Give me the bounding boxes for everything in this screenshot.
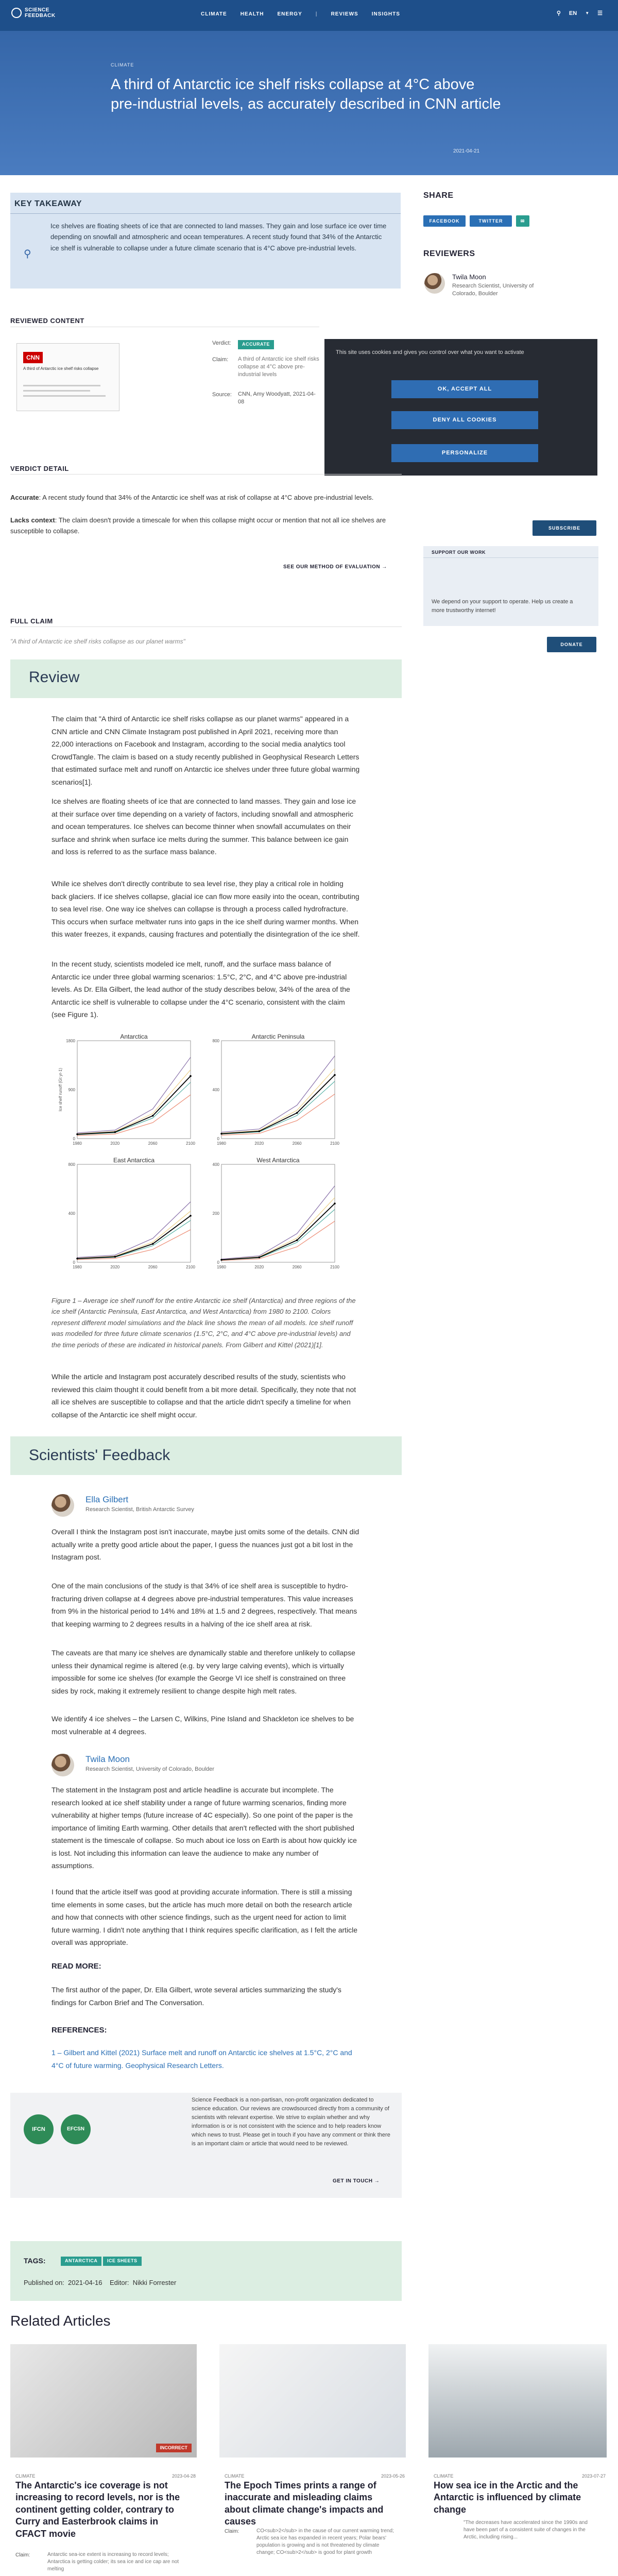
x-tick-label: 2020 [254,1265,264,1269]
support-heading: SUPPORT OUR WORK [432,550,486,555]
data-point [152,1243,154,1245]
data-point [114,1256,116,1258]
x-tick-label: 2060 [292,1265,302,1269]
x-tick-label: 1980 [217,1265,226,1269]
reviewer-role: Research Scientist, University of Colorado, Boulder [85,1766,215,1772]
arrow-right-icon: → [382,564,387,570]
main-nav [201,10,400,18]
tags-label: TAGS: [24,2257,46,2265]
related-date: 2023-05-26 [381,2473,405,2479]
chart-title: Antarctica [120,1033,148,1040]
data-point [152,1115,154,1117]
x-tick-label: 1980 [73,1265,82,1269]
nav-energy[interactable]: ENERGY [277,11,302,17]
hero-category[interactable]: CLIMATE [111,62,134,67]
chevron-down-icon: ▼ [585,11,590,16]
related-title[interactable]: How sea ice in the Arctic and the Antarctic is influenced by climate change [434,2480,581,2515]
x-tick-label: 2020 [110,1141,120,1146]
contact-link[interactable] [333,2177,380,2185]
share-heading: SHARE [423,191,454,200]
data-point [220,1259,222,1261]
language-switch[interactable]: EN [569,10,577,16]
deny-cookies-button[interactable]: DENY ALL COOKIES [391,411,538,429]
full-claim-text: "A third of Antarctic ice shelf risks collapse as our planet warms" [10,638,185,645]
y-tick-label: 0 [217,1260,219,1265]
reviewer-name[interactable]: Twila Moon [85,1754,130,1764]
y-tick-label: 200 [212,1211,219,1216]
published-info [24,2278,176,2288]
divider [10,213,401,214]
related-title[interactable]: The Antarctic's ice coverage is not increasing to record levels, nor is the continent getting colder, contrary to Curry and Easterbrook claims in CFACT movie [15,2480,180,2539]
review-paragraph: In the recent study, scientists modeled ice melt, runoff, and the surface mass balance of Antarctic ice under three global warming scenarios: 1.5°C, 2°C, and 4°C above pre-industrial levels. As Dr. Ella Gilbert, the lead author of the study describes below, 34% of the area of the Antarctic ice shelf is vulnerable to collapse under the 4°C scenario, consistent with the claim (see Figure 1). [52,960,350,1019]
runoff-figure [57,1030,355,1288]
data-point [76,1133,78,1136]
divider [423,557,598,558]
x-tick-label: 2060 [148,1141,158,1146]
x-tick-label: 2060 [292,1141,302,1146]
y-tick-label: 1800 [66,1039,75,1043]
related-date: 2023-07-27 [582,2473,606,2479]
nav-reviews[interactable]: REVIEWS [331,11,358,17]
read-more-text: The first author of the paper, Dr. Ella Gilbert, wrote several articles summarizing the study's findings for Carbon Brief and The Conversation. [52,1986,341,2007]
related-claim: CO<sub>2</sub> in the cause of our current warming trend; Arctic sea ice has expanded in recent years; Polar bears' population is growing and is not threatened by climate change; CO<sub>2</sub> is good for plant growth [256,2528,394,2555]
verdict-accurate [10,493,402,503]
data-point [259,1257,261,1259]
y-tick-label: 800 [212,1039,219,1043]
email-share-button[interactable]: ✉ [516,215,529,227]
key-takeaway-text: Ice shelves are floating sheets of ice that are connected to land masses. They gain and lose surface ice over time depending on snowfall and atmospheric and ocean temperatures. A recent study found that 34% of the Antarctic ice shelf is vulnerable to collapse under a future climate scenario that is 4°C above pre-industrial levels. [50,222,387,252]
related-image[interactable] [219,2344,406,2458]
reviewer-role: Research Scientist, British Antarctic Survey [85,1506,194,1513]
related-claim: Antarctic sea-ice extent is increasing to record levels; Antarctica is getting colder; its sea ice and ice cap are not melting [47,2552,179,2572]
x-tick-label: 1980 [73,1141,82,1146]
related-quote: "The decreases have accelerated since the 1990s and have been part of a consistent suite of changes in the Arctic, including rising... [464,2520,588,2540]
top-navigation-bar [0,0,618,31]
data-point [114,1131,116,1133]
subscribe-button[interactable]: SUBSCRIBE [533,520,596,536]
related-category: CLIMATE [15,2473,36,2479]
y-tick-label: 800 [68,1162,75,1167]
tag-ice-sheets[interactable]: ICE SHEETS [103,2257,142,2266]
data-point [76,1258,78,1260]
facebook-share-button[interactable]: FACEBOOK [423,215,466,227]
reviewers-heading: REVIEWERS [423,249,475,258]
nav-insights[interactable]: INSIGHTS [371,11,400,17]
logo-text: SCIENCE FEEDBACK [25,7,56,19]
lacks-label: Lacks context [10,516,55,524]
feedback-paragraph: We identify 4 ice shelves – the Larsen C, Wilkins, Pine Island and Shackleton ice shelves to be most vulnerable at 4 degrees. [52,1715,354,1736]
feedback-paragraph: I found that the article itself was good at providing accurate information. There is still a missing time elements in some cases, but the article has much more detail on both the research article and how that connects with other science findings, such as the urgent need for action to limit future warming. I didn't note anything that I think requires specific clarification, as I felt the article overall was appropriate. [52,1888,358,1946]
reviewer-avatar [52,1754,74,1776]
content-thumbnail[interactable] [16,343,119,411]
verdict-badge: ACCURATE [238,340,274,349]
header-tools [557,9,603,18]
review-paragraph: While ice shelves don't directly contribute to sea level rise, they play a critical role in holding back glaciers. If ice shelves collapse, glacial ice can flow more easily into the ocean, contributing to sea level rise. One way ice shelves can collapse is through a process called hydrofracture. This occurs when surface meltwater runs into gaps in the ice shelf during warmer months. When this water freezes, it expands, causing fractures and potentially the disintegration of the ice shelf. [52,879,360,938]
verdict-label: Verdict: [212,340,231,346]
data-point [334,1202,336,1205]
reviewer-avatar [424,273,445,294]
chart-frame [77,1164,191,1262]
menu-icon[interactable]: ☰ [597,10,603,16]
accept-cookies-button[interactable]: OK, ACCEPT ALL [391,380,538,398]
lacks-text: : The claim doesn't provide a timescale for when this collapse might occur or mention that not all ice shelves are susceptible to collapse. [10,516,386,535]
related-claim-label: Claim: [15,2552,30,2558]
x-tick-label: 2100 [186,1141,195,1146]
contact-link-label: GET IN TOUCH [333,2178,373,2184]
reviewer-name[interactable]: Twila Moon [452,273,486,281]
page-title: A third of Antarctic ice shelf risks collapse at 4°C above pre-industrial levels, as accurately described in CNN article [111,76,501,112]
ifcn-badge: IFCN [24,2114,54,2144]
y-tick-label: 0 [73,1137,75,1141]
data-point [220,1133,222,1135]
chart-title: Antarctic Peninsula [251,1033,305,1040]
claim-label: Claim: [212,357,229,363]
reviewer-role: Research Scientist, University of Colorado, Boulder [452,283,534,297]
feedback-paragraph: One of the main conclusions of the study is that 34% of ice shelf area is susceptible to hydro-fracturing driven collapse at 4 degrees above pre-industrial temperatures. This value increases from 9% in the historical period to 14% and 18% at 1.5 and 2 degrees, respectively. That means that keeping warming to 2 degrees results in a halving of the ice shelf area at risk. [52,1582,357,1628]
y-tick-label: 900 [68,1088,75,1092]
x-tick-label: 2100 [330,1265,339,1269]
figure-caption: Figure 1 – Average ice shelf runoff for the entire Antarctic ice shelf (Antarctica) and three regions of the ice shelf (Antarctic Peninsula, East Antarctica, and West Antarctica) from 1980 to 2100. Colors represent different model simulations and the black line shows the mean of all models. Ice shelf runoff was modelled for three future climate scenarios (1.5°C, 2°C, and 4°C above pre-industrial levels) and the time periods of these are indicated in historical panels. From Gilbert and Kittel (2021)[1]. [52,1297,356,1349]
y-tick-label: 400 [212,1162,219,1167]
review-paragraph: The claim that "A third of Antarctic ice shelf risks collapse as our planet warms" appeared in a CNN article and CNN Climate Instagram post published in April 2021, receiving more than 22,000 interactions on Facebook and Instagram, according to the social media analytics tool CrowdTangle. The claim is based on a study recently published in Geophysical Research Letters that estimated surface melt and runoff on Antarctic ice shelves under three future global warming scenarios[1]. [52,715,360,786]
nav-health[interactable]: HEALTH [240,11,264,17]
x-tick-label: 2060 [148,1265,158,1269]
data-point [296,1239,298,1241]
claim-text: A third of Antarctic ice shelf risks collapse at 4°C above pre-industrial levels [238,356,319,378]
magnifier-icon: ⚲ [24,248,31,260]
divider [10,626,402,627]
tag-antarctica[interactable]: ANTARCTICA [61,2257,101,2266]
arrow-right-icon: → [374,2178,380,2184]
x-tick-label: 2020 [110,1265,120,1269]
verdict-detail-heading: VERDICT DETAIL [10,465,69,472]
related-image[interactable] [428,2344,607,2458]
about-text: Science Feedback is a non-partisan, non-profit organization dedicated to science education. Our reviews are crowdsourced directly from a community of scientists with relevant expertise. We strive to explain whether and why information is or is not consistent with the science and to help readers know which news to trust. Please get in touch if you have any comment or think there is an important claim or article that would need to be reviewed. [192,2097,390,2147]
feedback-paragraph: Overall I think the Instagram post isn't inaccurate, maybe just omits some of the details. CNN did actually write a pretty good article about the paper, I guess the nuances just got a bit lost in the Instagram post. [52,1528,359,1561]
related-category: CLIMATE [225,2473,245,2479]
related-heading: Related Articles [10,2313,111,2329]
review-paragraph: Ice shelves are floating sheets of ice that are connected to land masses. They gain and lose ice at their surface over time depending on a variety of factors, including snowfall and atmospheric and ocean temperatures. Ice shelves can become thinner when snowfall accumulates on their surface and shrink when surface ice melts during the summer. This balance between ice gain and loss is referred to as the surface mass balance. [52,797,356,856]
thumbnail-title: A third of Antarctic ice shelf risks collapse [23,366,99,371]
related-claim-label: Claim: [225,2529,239,2534]
source-label: Source: [212,392,232,398]
donate-button[interactable]: DONATE [547,637,596,652]
read-more-heading: READ MORE: [52,1962,101,1971]
cookie-text: This site uses cookies and gives you control over what you want to activate [336,349,524,355]
support-text: We depend on your support to operate. Help us create a more trustworthy internet! [432,599,573,614]
references-heading: REFERENCES: [52,2026,107,2035]
site-logo[interactable] [11,7,56,19]
reference-item[interactable]: 1 – Gilbert and Kittel (2021) Surface melt and runoff on Antarctic ice shelves at 1.5°C, 2°C and 4°C of future warming. Geophysical Research Letters. [52,2048,352,2070]
data-point [296,1112,298,1114]
published-label: Published on: [24,2279,64,2286]
published-date: 2021-04-16 [68,2279,102,2286]
hero-banner [0,31,618,175]
nav-climate[interactable]: CLIMATE [201,11,227,17]
data-point [190,1075,192,1077]
accurate-text: : A recent study found that 34% of the Antarctic ice shelf was at risk of collapse at 4°C above pre-industrial levels. [39,494,374,501]
key-takeaway-heading: KEY TAKEAWAY [14,199,82,208]
editor-name: Nikki Forrester [132,2279,177,2286]
reviewer-name[interactable]: Ella Gilbert [85,1495,129,1504]
feedback-paragraph: The statement in the Instagram post and article headline is accurate but incomplete. The research looked at ice shelf stability under a range of future warming scenarios, finding more vulnerability at higher temps (future increase of 4C especially). So one point of the paper is the importance of limiting Earth warming. Other details that aren't reflected with the short published statement is the timescale of collapse. So much about ice loss on Earth is about how quickly ice is lost. Not including this information can leave the audience to make any number of assumptions. [52,1786,357,1870]
x-tick-label: 2020 [254,1141,264,1146]
verdict-lacks-context [10,515,402,537]
cnn-logo: CNN [23,352,43,363]
thumbnail-line [23,390,90,392]
x-tick-label: 2100 [186,1265,195,1269]
thumbnail-line [23,395,106,397]
related-category: CLIMATE [434,2473,454,2479]
accurate-label: Accurate [10,494,39,501]
feedback-heading: Scientists' Feedback [29,1447,170,1464]
review-heading: Review [29,669,80,686]
y-tick-label: 400 [68,1211,75,1216]
related-image[interactable] [10,2344,197,2458]
feedback-paragraph: The caveats are that many ice shelves are dynamically stable and therefore unlikely to collapse unless their dynamical regime is altered (e.g. by very large calving events), which is virtually impossible for some ice shelves (for example the George VI ice shelf is constrained on three sides by rock, making it extremely resilient to change despite high melt rates. [52,1649,355,1695]
y-tick-label: 400 [212,1088,219,1092]
y-axis-label: Ice shelf runoff (Gt yr-1) [58,1067,63,1112]
related-title[interactable]: The Epoch Times prints a range of inaccurate and misleading claims about climate change's impacts and causes [225,2480,384,2527]
method-link[interactable] [283,563,387,571]
related-date: 2023-04-28 [172,2473,196,2479]
chart-title: West Antarctica [256,1157,300,1164]
reviewer-avatar [52,1494,74,1517]
review-closing: While the article and Instagram post accurately described results of the study, scientists who reviewed this claim thought it could benefit from a bit more detail. Specifically, they note that not all ice shelves are susceptible to collapse and that the article didn't specify a timeline for when collapse of the Antarctic ice shelf might occur. [52,1372,356,1419]
tags-box [10,2241,402,2301]
full-claim-heading: FULL CLAIM [10,617,53,625]
source-text[interactable]: CNN, Amy Woodyatt, 2021-04-08 [238,391,316,405]
editor-label: Editor: [109,2279,129,2286]
hero-date: 2021-04-21 [453,148,480,154]
data-point [334,1074,336,1076]
twitter-share-button[interactable]: TWITTER [470,215,512,227]
efcsn-badge: EFCSN [61,2114,91,2144]
x-tick-label: 2100 [330,1141,339,1146]
logo-icon [11,8,22,18]
data-point [190,1215,192,1217]
personalize-cookies-button[interactable]: PERSONALIZE [391,444,538,462]
chart-title: East Antarctica [113,1157,155,1164]
nav-separator: | [315,11,318,17]
y-tick-label: 0 [217,1137,219,1141]
method-link-label: SEE OUR METHOD OF EVALUATION [283,564,381,570]
x-tick-label: 1980 [217,1141,226,1146]
search-icon[interactable]: ⚲ [556,10,561,16]
verdict-badge: INCORRECT [156,2444,192,2453]
thumbnail-line [23,385,100,386]
data-point [259,1130,261,1132]
reviewed-content-heading: REVIEWED CONTENT [10,317,84,325]
y-tick-label: 0 [73,1260,75,1265]
